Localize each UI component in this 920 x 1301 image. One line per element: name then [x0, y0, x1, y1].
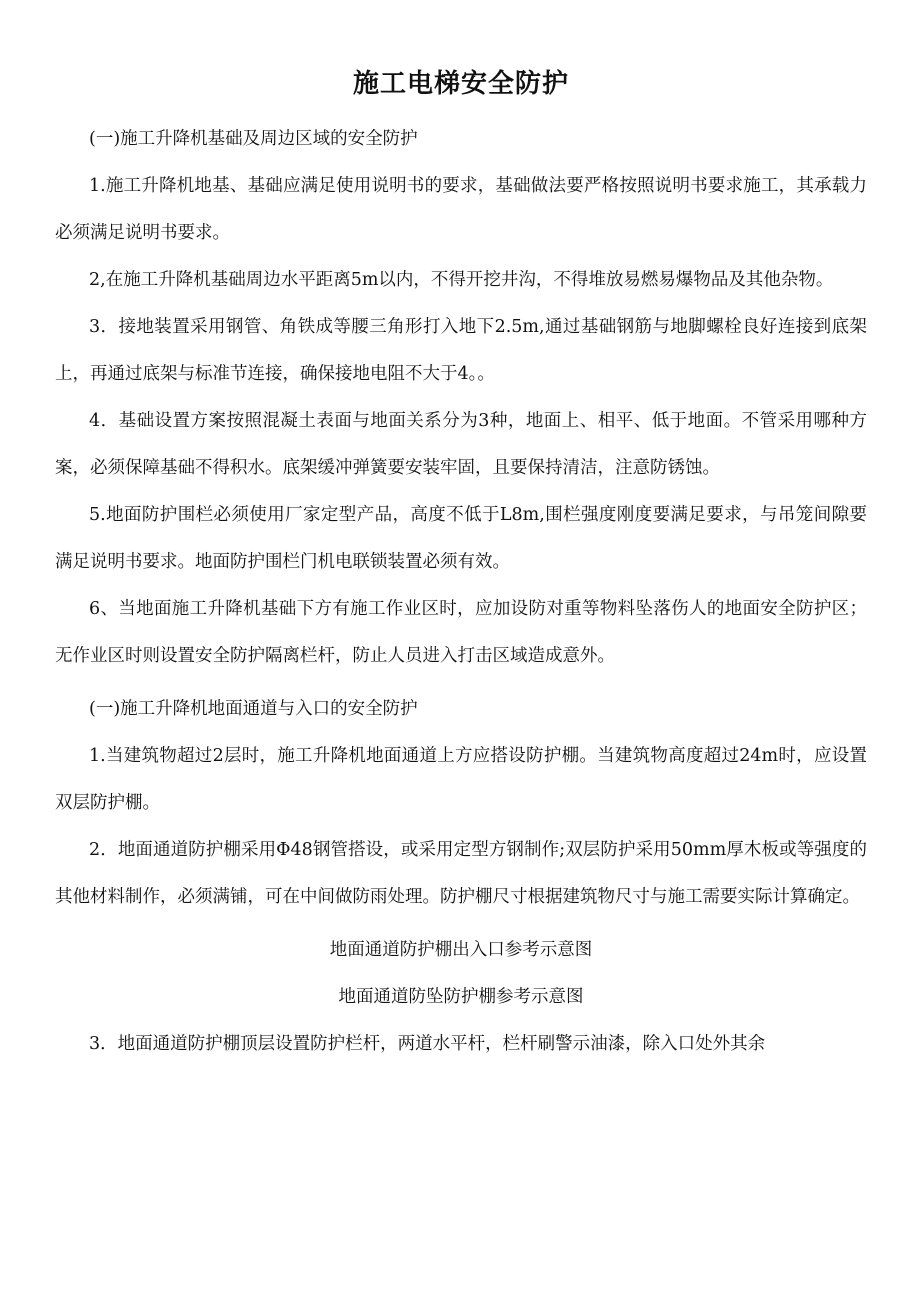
paragraph: 6、当地面施工升降机基础下方有施工作业区时，应加设防对重等物料坠落伤人的地面安全防护区；无作业区时则设置安全防护隔离栏杆，防止人员进入打击区域造成意外。: [55, 599, 867, 666]
paragraph: 1.当建筑物超过2层时，施工升降机地面通道上方应搭设防护棚。当建筑物高度超过24m时，应设置双层防护棚。: [55, 746, 867, 813]
section-heading-foundation: (一)施工升降机基础及周边区域的安全防护: [89, 129, 418, 149]
paragraph: 1.施工升降机地基、基础应满足使用说明书的要求，基础做法要严格按照说明书要求施工，其承载力必须满足说明书要求。: [55, 176, 867, 243]
document-page: [55, 0, 867, 1068]
paragraph: 3．接地装置采用钢管、角铁成等腰三角形打入地下2.5m,通过基础钢筋与地脚螺栓良好连接到底架上，再通过底架与标准节连接，确保接地电阻不大于4。。: [55, 317, 867, 384]
paragraph: 3．地面通道防护棚顶层设置防护栏杆，两道水平杆，栏杆刷警示油漆，除入口处外其余: [89, 1034, 766, 1054]
paragraph: 2,在施工升降机基础周边水平距离5m以内，不得开挖井沟，不得堆放易燃易爆物品及其他杂物。: [89, 270, 834, 290]
figure-caption: 地面通道防坠防护棚参考示意图: [338, 987, 584, 1007]
paragraph: 2．地面通道防护棚采用Φ48钢管搭设，或采用定型方钢制作;双层防护采用50mm厚木板或等强度的其他材料制作，必须满铺，可在中间做防雨处理。防护棚尺寸根据建筑物尺寸与施工需要实际计算确定。: [55, 840, 867, 907]
paragraph: 5.地面防护围栏必须使用厂家定型产品，高度不低于L8m,围栏强度刚度要满足要求，与吊笼间隙要满足说明书要求。地面防护围栏门机电联锁装置必须有效。: [55, 505, 867, 572]
document-title: 施工电梯安全防护: [352, 69, 569, 99]
section-heading-entrance: (一)施工升降机地面通道与入口的安全防护: [89, 699, 418, 719]
paragraph: 4．基础设置方案按照混凝土表面与地面关系分为3种，地面上、相平、低于地面。不管采用哪种方案，必须保障基础不得积水。底架缓冲弹簧要安装牢固，且要保持清洁，注意防锈蚀。: [55, 411, 867, 478]
figure-caption: 地面通道防护棚出入口参考示意图: [329, 940, 593, 960]
